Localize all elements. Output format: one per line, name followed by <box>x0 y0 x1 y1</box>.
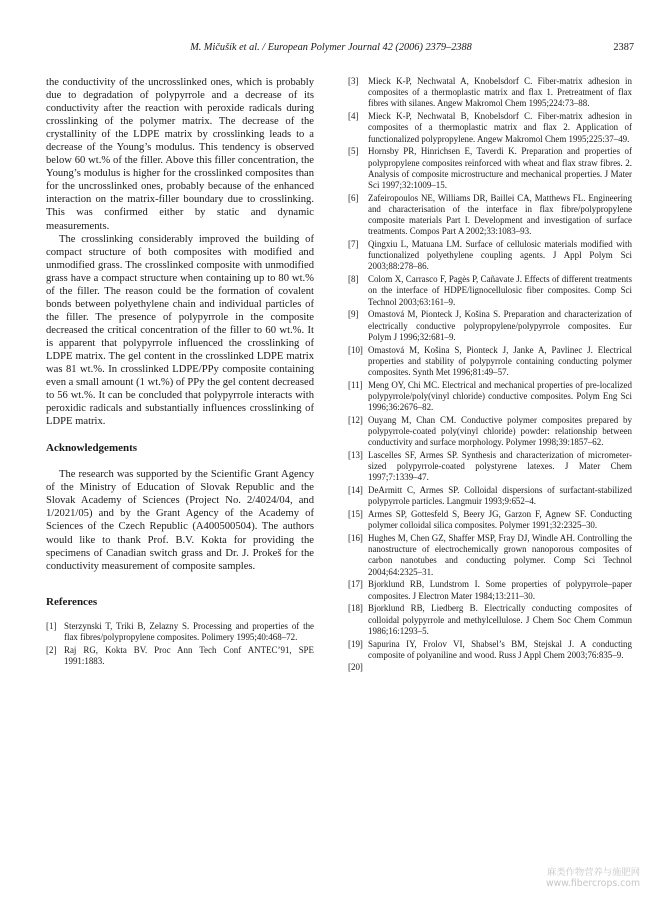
reference-text <box>368 662 632 673</box>
reference-number: [19] <box>348 638 363 649</box>
body-paragraph: The crosslinking considerably improved the building of compact structure of both composites with modified and unmodified grass. The crosslinked composite with unmodified grass have a compact structure when containing up to 80 wt.% of the filler. The reason could be the formation of covalent bonds between polyethylene chain and individual particles of the filler. The presence of polypyrrole in the composite decreased the critical concentration of the filler to 60 wt.%. It is apparent that polypyrrole influenced the crosslinking of LDPE matrix. The gel content in the crosslinked LDPE matrix was 81 wt.%. In crosslinked LDPE/PPy composite containing even a small amount (1 wt.%) of PPy the gel content decreased to 56 wt.%. It can be concluded that polypyrrole interacts with peroxidic radicals and substantially influences crosslinking of LDPE matrix. <box>46 233 314 428</box>
watermark-line: www.fibercrops.com <box>546 878 640 889</box>
reference-text: Bjorklund RB, Lundstrom I. Some properties of polypyrrole–paper composites. J Electron Mater 1984;13:211–30. <box>368 579 632 601</box>
reference-item <box>348 111 632 145</box>
right-column <box>348 76 632 678</box>
reference-item <box>348 274 632 308</box>
reference-number: [8] <box>348 274 359 285</box>
body-paragraph: the conductivity of the uncrosslinked ones, which is probably due to degradation of polypyrrole and a decrease of its conductivity after the reaction with peroxide radicals during crosslinking of the polymer matrix. The decrease of the crystallinity of the LDPE matrix by crosslinking leads to a decrease of the Young’s modulus. This tendency is observed below 60 wt.% of the filler. Above this filler concentration, the Young’s modulus is higher for the crosslinked composites than for the uncrosslinked ones, probably because of the enhanced interaction on the matrix-filler boundary due to crosslinking. This was confirmed either by static and dynamic measurements. <box>46 77 314 232</box>
reference-item <box>348 533 632 578</box>
reference-number: [9] <box>348 309 359 320</box>
reference-text: Zafeiropoulos NE, Williams DR, Baillei CA, Matthews FL. Engineering and characterisation of the interface in flax fibre/polypropylene composite materials Part I. Development and investigation of surface treatments. Compos Part A 2002;33:1083–93. <box>368 192 632 237</box>
reference-text: Mieck K-P, Nechwatal B, Knobelsdorf C. Fiber-matrix adhesion in composites of a thermoplastic matrix and flax 2. Application of functionalized polypropylene. Angew Makromol Chem 1995;225:37–49. <box>368 111 632 144</box>
reference-item <box>348 603 632 637</box>
reference-number: [5] <box>348 146 359 157</box>
reference-number: [11] <box>348 379 363 390</box>
watermark <box>546 867 640 889</box>
reference-number: [15] <box>348 509 363 520</box>
reference-item <box>348 76 632 110</box>
reference-text: DeArmitt C, Armes SP. Colloidal dispersions of surfactant-stabilized polypyrrole particles. Langmuir 1993;9:652–4. <box>368 485 632 507</box>
acknowledgements-heading: Acknowledgements <box>46 442 138 455</box>
reference-number: [10] <box>348 344 363 355</box>
running-header <box>0 42 662 60</box>
reference-number: [3] <box>348 76 359 86</box>
reference-number: [14] <box>348 485 363 496</box>
reference-text: Hughes M, Chen GZ, Shaffer MSP, Fray DJ, Windle AH. Controlling the nanostructure of electrochemically grown nanoporous composites of carbon nanotubes and conducting polymer. Comp Sci Technol 2004;64:2325–31. <box>368 533 632 577</box>
reference-number: [17] <box>348 579 363 590</box>
reference-item <box>348 639 632 661</box>
reference-text: Meng OY, Chi MC. Electrical and mechanical properties of pre-localized polypyrrole/poly(vinyl chloride) conductive composites. Polym Eng Sci 1996;36:2676–82. <box>368 379 632 413</box>
reference-item <box>348 380 632 414</box>
reference-list <box>348 76 632 677</box>
reference-item <box>348 509 632 531</box>
acknowledgements-text: The research was supported by the Scientific Grant Agency of the Ministry of Education of Slovak Republic and the Slovak Academy of Sciences (Project No. 2/4024/04, and 1/2021/05) and by the Grant Agency of the Academy of Sciences of the Czech Republic (A400500504). The authors would like to thank Prof. B.V. Kokta for providing the specimens of Canadian switch grass and Dr. J. Prokeš for the conductivity measurement of composite samples. <box>46 469 314 572</box>
reference-list <box>46 621 314 667</box>
reference-text: Qingxiu L, Matuana LM. Surface of cellulosic materials modified with functionalized polyethylene coupling agents. J Appl Polym Sci 2003;88:278–86. <box>368 239 632 272</box>
reference-item <box>348 579 632 601</box>
reference-number: [6] <box>348 192 359 203</box>
reference-item <box>348 146 632 191</box>
reference-text: Sapurina IY, Frolov VI, Shabsel’s BM, Stejskal J. A conducting composite of polyaniline and wood. Russ J Appl Chem 2003;76:835–9. <box>368 638 632 660</box>
reference-text: Bjorklund RB, Liedberg B. Electrically conducting composites of colloidal polypyrrole and methylcellulose. J Chem Soc Chem Commun 1986;16:1293–5. <box>368 603 632 636</box>
reference-text: Colom X, Carrasco F, Pagès P, Cañavate J. Effects of different treatments on the interface of HDPE/lignocellulosic fiber composites. Comp Sci Technol 2003;63:161–9. <box>368 274 632 307</box>
reference-item <box>348 239 632 273</box>
reference-item <box>348 415 632 449</box>
reference-number: [1] <box>46 620 57 631</box>
reference-number: [7] <box>348 239 359 250</box>
reference-item <box>348 662 632 673</box>
reference-item <box>348 450 632 484</box>
reference-item <box>348 485 632 507</box>
reference-number: [2] <box>46 644 57 655</box>
journal-citation: M. Mičušík et al. / European Polymer Journal 42 (2006) 2379–2388 <box>190 42 472 53</box>
reference-number: [4] <box>348 111 359 122</box>
reference-text: Ouyang M, Chan CM. Conductive polymer composites prepared by polypyrrole-coated poly(vinyl chloride) powder: relationship between conductivity and surface morphology. Polymer 1998;39:1857–62. <box>368 414 632 448</box>
reference-text: Omastová M, Košina S, Pionteck J, Janke A, Pavlinec J. Electrical properties and stability of polypyrrole containing conducting polymer composites. Synth Met 1996;81:49–57. <box>368 344 632 377</box>
reference-number: [18] <box>348 603 363 614</box>
left-column <box>46 76 314 669</box>
reference-text: Raj RG, Kokta BV. Proc Ann Tech Conf ANTEC’91, SPE 1991:1883. <box>64 644 314 666</box>
page-number: 2387 <box>613 42 634 53</box>
reference-number: [16] <box>348 533 363 544</box>
reference-number: [13] <box>348 449 363 460</box>
reference-number: [12] <box>348 414 363 425</box>
reference-item <box>348 345 632 379</box>
reference-text: Armes SP, Gottesfeld S, Beery JG, Garzon F, Agnew SF. Conducting polymer colloidal silica composites. Polymer 1991;32:2325–30. <box>368 509 632 531</box>
reference-item <box>46 621 314 643</box>
reference-item <box>46 645 314 667</box>
reference-item <box>348 309 632 343</box>
reference-text: Omastová M, Pionteck J, Košina S. Preparation and characterization of electrically conductive polypropylene/polypyrrole composites. Eur Polym J 1996;32:681–9. <box>368 309 632 342</box>
reference-number: [20] <box>348 662 363 673</box>
references-heading: References <box>46 595 98 608</box>
reference-text: Hornsby PR, Hinrichsen E, Taverdi K. Preparation and properties of polypropylene composites reinforced with wheat and flax straw fibres. 2. Analysis of composite microstructure and mechanical properties. J Mater Sci 1997;32:1009–15. <box>368 146 632 190</box>
watermark-line: 麻类作物营养与施肥网 <box>547 867 640 878</box>
reference-text: Sterzynski T, Triki B, Zelazny S. Processing and properties of the flax fibres/polypropylene composites. Polimery 1995;40:468–72. <box>64 620 314 642</box>
reference-text: Mieck K-P, Nechwatal A, Knobelsdorf C. Fiber-matrix adhesion in composites of a thermoplastic matrix and flax 1. Pretreatment of flax fibres with silanes. Angew Makromol Chem 1995;224:73–88. <box>368 76 632 109</box>
reference-text: Lascelles SF, Armes SP. Synthesis and characterization of micrometer-sized polypyrrole-coated polystyrene latexes. J Mater Chem 1997;7:1339–47. <box>368 449 632 483</box>
reference-item <box>348 193 632 238</box>
